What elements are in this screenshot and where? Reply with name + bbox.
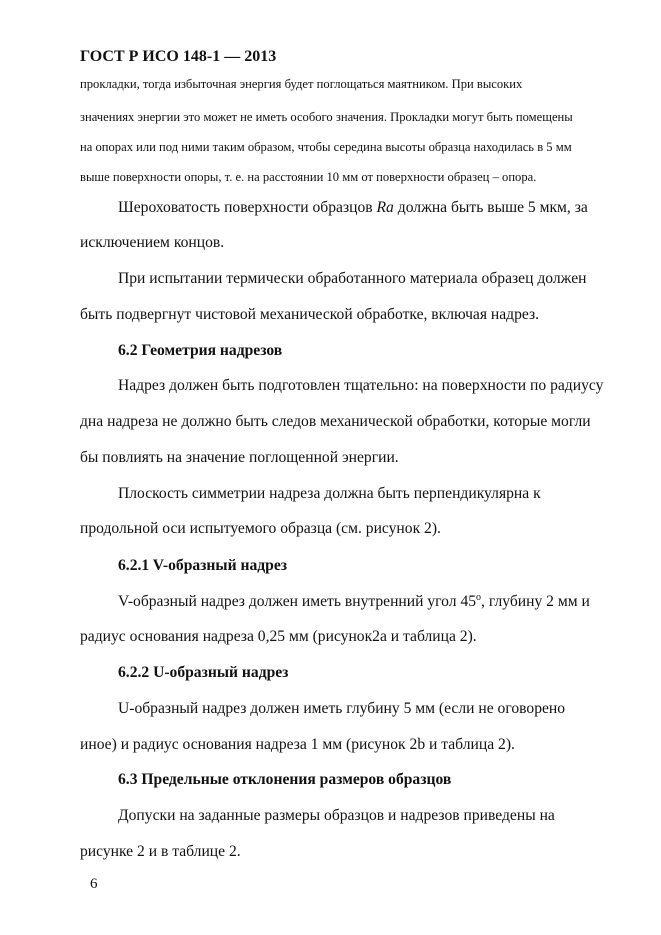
v-notch-text-a: V-образный надрез должен иметь внутренний угол 45 bbox=[118, 593, 477, 611]
section-6-2-para1-line-2: дна надреза не должно быть следов механической обработки, которые могли bbox=[80, 413, 591, 430]
roughness-text-b: должна быть выше 5 мкм, за bbox=[393, 199, 588, 216]
section-6-3-line-2: рисунке 2 и в таблице 2. bbox=[80, 843, 241, 860]
section-6-2-2-heading: 6.2.2 U-образный надрез bbox=[118, 664, 289, 681]
section-6-2-1-heading: 6.2.1 V-образный надрез bbox=[118, 557, 288, 574]
continuation-line-4: выше поверхности опоры, т. е. на расстоянии 10 мм от поверхности образец – опора. bbox=[80, 170, 537, 184]
continuation-line-3: на опорах или под ними таким образом, чтобы середина высоты образца находилась в 5 мм bbox=[80, 140, 572, 154]
section-6-2-para2-line-2: продольной оси испытуемого образца (см. рисунок 2). bbox=[80, 520, 441, 537]
section-6-2-para1-line-3: бы повлиять на значение поглощенной энергии. bbox=[80, 449, 399, 466]
roughness-text-a: Шероховатость поверхности образцов bbox=[118, 199, 377, 216]
continuation-line-2: значениях энергии это может не иметь особого значения. Прокладки могут быть помещены bbox=[80, 110, 573, 124]
continuation-line-1: прокладки, тогда избыточная энергия будет поглощаться маятником. При высоких bbox=[80, 77, 523, 91]
section-6-2-1-line-2: радиус основания надреза 0,25 мм (рисунок2а и таблица 2). bbox=[80, 628, 477, 645]
section-6-2-1-line-1 bbox=[118, 592, 590, 611]
page-number: 6 bbox=[90, 876, 98, 892]
section-6-2-para1-line-1: Надрез должен быть подготовлен тщательно: на поверхности по радиусу bbox=[118, 377, 604, 394]
roughness-line-2: исключением концов. bbox=[80, 234, 225, 251]
document-header: ГОСТ Р ИСО 148-1 — 2013 bbox=[80, 48, 277, 65]
degree-superscript: о bbox=[476, 592, 482, 603]
heat-treated-line-2: быть подвергнут чистовой механической обработке, включая надрез. bbox=[80, 306, 540, 323]
roughness-line-1 bbox=[118, 199, 588, 217]
section-6-3-line-1: Допуски на заданные размеры образцов и надрезов приведены на bbox=[118, 807, 555, 824]
section-6-2-heading: 6.2 Геометрия надрезов bbox=[118, 342, 283, 359]
section-6-2-para2-line-1: Плоскость симметрии надреза должна быть перпендикулярна к bbox=[118, 485, 541, 502]
section-6-2-2-line-1: U-образный надрез должен иметь глубину 5 мм (если не оговорено bbox=[118, 700, 566, 717]
section-6-2-2-line-2: иное) и радиус основания надреза 1 мм (рисунок 2b и таблица 2). bbox=[80, 736, 515, 753]
section-6-3-heading: 6.3 Предельные отклонения размеров образцов bbox=[118, 771, 452, 788]
roughness-symbol: Ra bbox=[376, 199, 394, 216]
heat-treated-line-1: При испытании термически обработанного материала образец должен bbox=[118, 270, 587, 287]
v-notch-text-b: , глубину 2 мм и bbox=[481, 593, 590, 611]
